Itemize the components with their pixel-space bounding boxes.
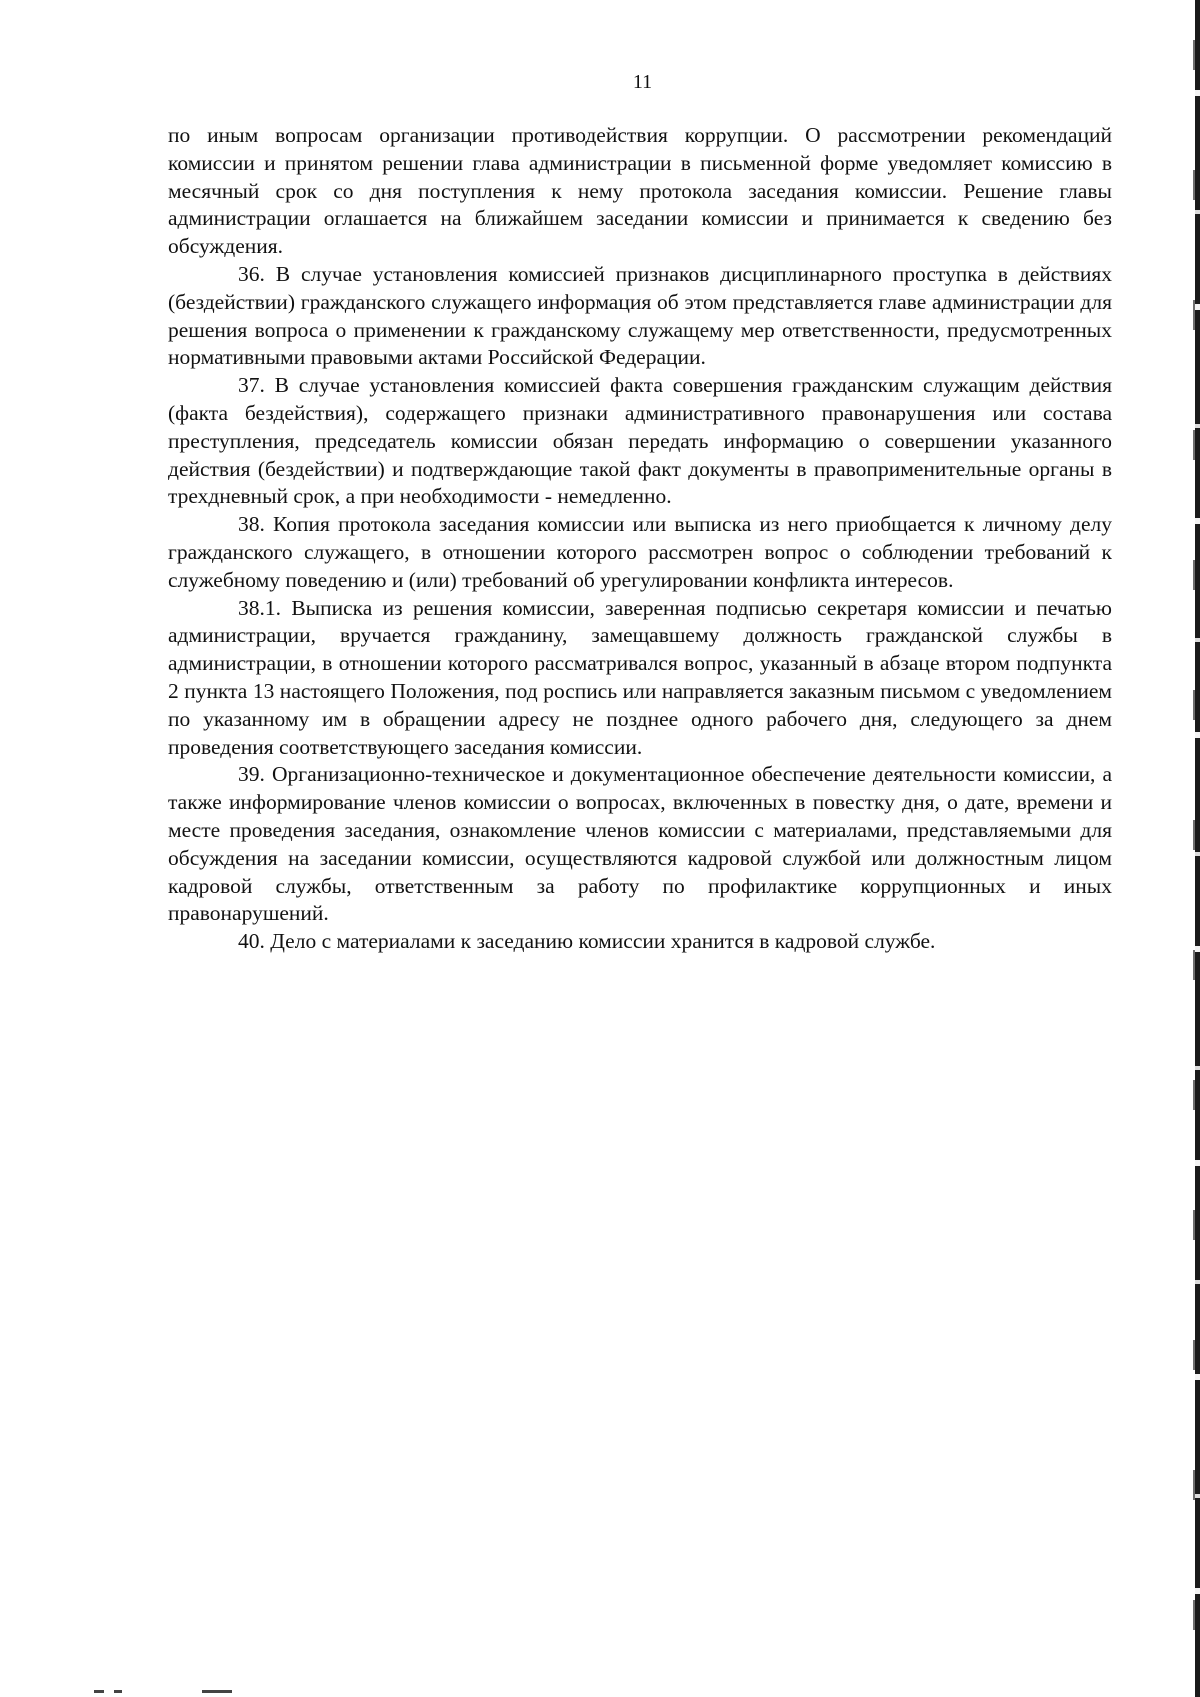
- scan-edge-shadow: [1193, 0, 1195, 1697]
- paragraph-37: 37. В случае установления комиссией факта совершения гражданским служащим действия (факта бездействия), содержащего признаки административного правонарушения или состава преступления, председатель комиссии обязан передать информацию о совершении указанного действия (бездействии) и подтверждающие такой факт документы в правоприменительные органы в трехдневный срок, а при необходимости - немедленно.: [168, 373, 1112, 509]
- paragraph-38: 38. Копия протокола заседания комиссии или выписка из него приобщается к личному делу гражданского служащего, в отношении которого рассмотрен вопрос о соблюдении требований к служебному поведению и (или) требований об урегулировании конфликта интересов.: [168, 512, 1112, 592]
- scan-bottom-artifact: [94, 1690, 234, 1694]
- paragraph-38-1: 38.1. Выписка из решения комиссии, заверенная подписью секретаря комиссии и печатью администрации, вручается гражданину, замещавшему должность гражданской службы в администрации, в отношении которого рассматривался вопрос, указанный в абзаце втором подпункта 2 пункта 13 настоящего Положения, под роспись или направляется заказным письмом с уведомлением по указанному им в обращении адресу не позднее одного рабочего дня, следующего за днем проведения соответствующего заседания комиссии.: [168, 595, 1112, 759]
- paragraph-40: 40. Дело с материалами к заседанию комиссии хранится в кадровой службе.: [238, 929, 936, 954]
- paragraph-continuation: по иным вопросам организации противодействия коррупции. О рассмотрении рекомендаций комиссии и принятом решении глава администрации в письменной форме уведомляет комиссию в месячный срок со дня поступления к нему протокола заседания комиссии. Решение главы администрации оглашается на ближайшем заседании комиссии и принимается к сведению без обсуждения.: [168, 123, 1112, 259]
- paragraph-36: 36. В случае установления комиссией признаков дисциплинарного проступка в действиях (бездействии) гражданского служащего информация об этом представляется главе администрации для решения вопроса о применении к гражданскому служащему мер ответственности, предусмотренных нормативными правовыми актами Российской Федерации.: [168, 261, 1112, 370]
- document-body: [168, 122, 1112, 956]
- scan-edge-border: [1195, 0, 1200, 1697]
- paragraph-39: 39. Организационно-техническое и документационное обеспечение деятельности комиссии, а также информирование членов комиссии о вопросах, включенных в повестку дня, о дате, времени и месте проведения заседания, ознакомление членов комиссии с материалами, представляемыми для обсуждения на заседании комиссии, осуществляются кадровой службой или должностным лицом кадровой службы, ответственным за работу по профилактике коррупционных и иных правонарушений.: [168, 762, 1112, 926]
- page-number: 11: [632, 71, 653, 93]
